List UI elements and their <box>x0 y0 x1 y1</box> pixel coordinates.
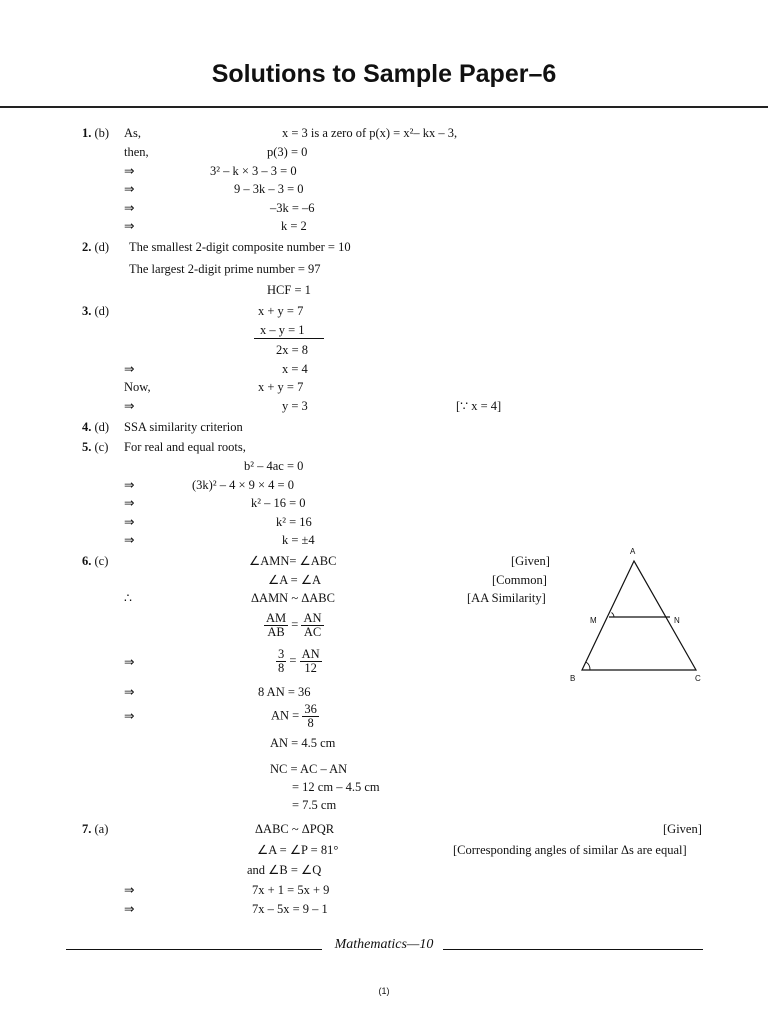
q7-line1: ΔABC ~ ΔPQR <box>255 822 335 836</box>
q6-line6: 8 AN = 36 <box>258 685 311 699</box>
fraction-3-8: $\frac{3}{8}$ <box>278 647 285 675</box>
q4-label: 4. (d) <box>82 420 110 434</box>
fraction-am-ab: $\frac{AM}{AB}$ <box>266 611 287 639</box>
q7-line2: ∠A = ∠P = 81° <box>257 843 339 857</box>
q5-line3: (3k)² – 4 × 9 × 4 = 0 <box>192 478 294 492</box>
q6-label: 6. (c) <box>82 554 109 568</box>
q1-line5: –3k = –6 <box>270 201 315 215</box>
page-number: (1) <box>378 986 390 996</box>
title-divider <box>0 106 768 108</box>
q3-line4: x = 4 <box>282 362 308 376</box>
q1-line1-right: x = 3 is a zero of p(x) = x²– kx – 3, <box>282 126 458 140</box>
q4-line1: SSA similarity criterion <box>124 420 243 434</box>
q5-line6: k = ±4 <box>282 533 315 547</box>
q3-line3: 2x = 8 <box>276 343 309 357</box>
q5-line1: For real and equal roots, <box>124 440 246 454</box>
q2-line3: HCF = 1 <box>267 283 311 297</box>
implies-symbol: ⇒ <box>124 399 135 413</box>
q5-line5: k² = 16 <box>276 515 312 529</box>
vertex-label-a: A <box>630 547 636 556</box>
angle-mark-b <box>586 662 590 670</box>
q3-label: 3. (d) <box>82 304 110 318</box>
q7-line4: 7x + 1 = 5x + 9 <box>252 883 330 897</box>
implies-symbol: ⇒ <box>124 533 135 547</box>
vertex-label-n: N <box>674 616 680 625</box>
q1-line2-right: p(3) = 0 <box>267 145 308 159</box>
implies-symbol: ⇒ <box>124 219 135 233</box>
q1-line2-left: then, <box>124 145 149 159</box>
footer-rule-right <box>443 949 703 950</box>
implies-symbol: ⇒ <box>124 685 135 699</box>
q1-line6: k = 2 <box>281 219 307 233</box>
implies-symbol: ⇒ <box>124 655 135 669</box>
q1-label: 1. (b) <box>82 126 110 140</box>
implies-symbol: ⇒ <box>124 164 135 178</box>
q6-line11: = 7.5 cm <box>292 798 337 812</box>
q5-label: 5. (c) <box>82 440 109 454</box>
q3-line1: x + y = 7 <box>258 304 304 318</box>
page-title: Solutions to Sample Paper–6 <box>211 60 557 88</box>
q5-line2: b² – 4ac = 0 <box>244 459 304 473</box>
q7-line3: and ∠B = ∠Q <box>247 863 322 877</box>
implies-symbol: ⇒ <box>124 709 135 723</box>
angle-mark-m <box>612 613 615 618</box>
q7-label: 7. (a) <box>82 822 109 836</box>
implies-symbol: ⇒ <box>124 902 135 916</box>
q3-line5: x + y = 7 <box>258 380 304 394</box>
vertex-label-m: M <box>590 616 597 625</box>
q6-line1: ∠AMN= ∠ABC <box>249 554 337 568</box>
implies-symbol: ⇒ <box>124 883 135 897</box>
q6-line9: NC = AC – AN <box>270 762 348 776</box>
q6-an-fraction: AN = $\frac{36}{8}$ <box>271 702 317 730</box>
fraction-an-12: $\frac{AN}{12}$ <box>301 647 320 675</box>
q6-line10: = 12 cm – 4.5 cm <box>292 780 380 794</box>
q3-now: Now, <box>124 380 151 394</box>
implies-symbol: ⇒ <box>124 362 135 376</box>
vertex-label-c: C <box>695 674 701 683</box>
implies-symbol: ⇒ <box>124 201 135 215</box>
q3-reason: [∵ x = 4] <box>456 399 502 413</box>
fraction-36-8: $\frac{36}{8}$ <box>304 702 317 730</box>
vertex-label-b: B <box>570 674 576 683</box>
q7-reason2: [Corresponding angles of similar Δs are equal] <box>453 843 687 857</box>
q2-line1: The smallest 2-digit composite number = 10 <box>129 240 351 254</box>
triangle-diagram <box>565 540 715 690</box>
q6-reason2: [Common] <box>492 573 547 587</box>
therefore-symbol: ∴ <box>124 591 132 605</box>
q6-ratio-equation: $\frac{AM}{AB}$ = $\frac{AN}{AC}$ <box>266 611 322 639</box>
q1-line4: 9 – 3k – 3 = 0 <box>234 182 304 196</box>
q3-line2: x – y = 1 <box>260 323 305 337</box>
q6-line3: ΔAMN ~ ΔABC <box>251 591 335 605</box>
q6-reason3: [AA Similarity] <box>467 591 546 605</box>
q2-label: 2. (d) <box>82 240 110 254</box>
q6-line8: AN = 4.5 cm <box>270 736 336 750</box>
fraction-an-ac: $\frac{AN}{AC}$ <box>303 611 322 639</box>
q3-line6: y = 3 <box>282 399 308 413</box>
q1-line1-left: As, <box>124 126 142 140</box>
implies-symbol: ⇒ <box>124 478 135 492</box>
q7-reason1: [Given] <box>663 822 702 836</box>
q2-line2: The largest 2-digit prime number = 97 <box>129 262 321 276</box>
addition-rule <box>254 338 324 339</box>
q7-line5: 7x – 5x = 9 – 1 <box>252 902 328 916</box>
implies-symbol: ⇒ <box>124 515 135 529</box>
footer-subject: Mathematics—10 <box>334 937 434 952</box>
q1-line3: 3² – k × 3 – 3 = 0 <box>210 164 297 178</box>
q6-reason1: [Given] <box>511 554 550 568</box>
implies-symbol: ⇒ <box>124 496 135 510</box>
q5-line4: k² – 16 = 0 <box>251 496 306 510</box>
implies-symbol: ⇒ <box>124 182 135 196</box>
q6-value-equation: $\frac{3}{8}$ = $\frac{AN}{12}$ <box>278 647 320 675</box>
q6-line2: ∠A = ∠A <box>268 573 322 587</box>
